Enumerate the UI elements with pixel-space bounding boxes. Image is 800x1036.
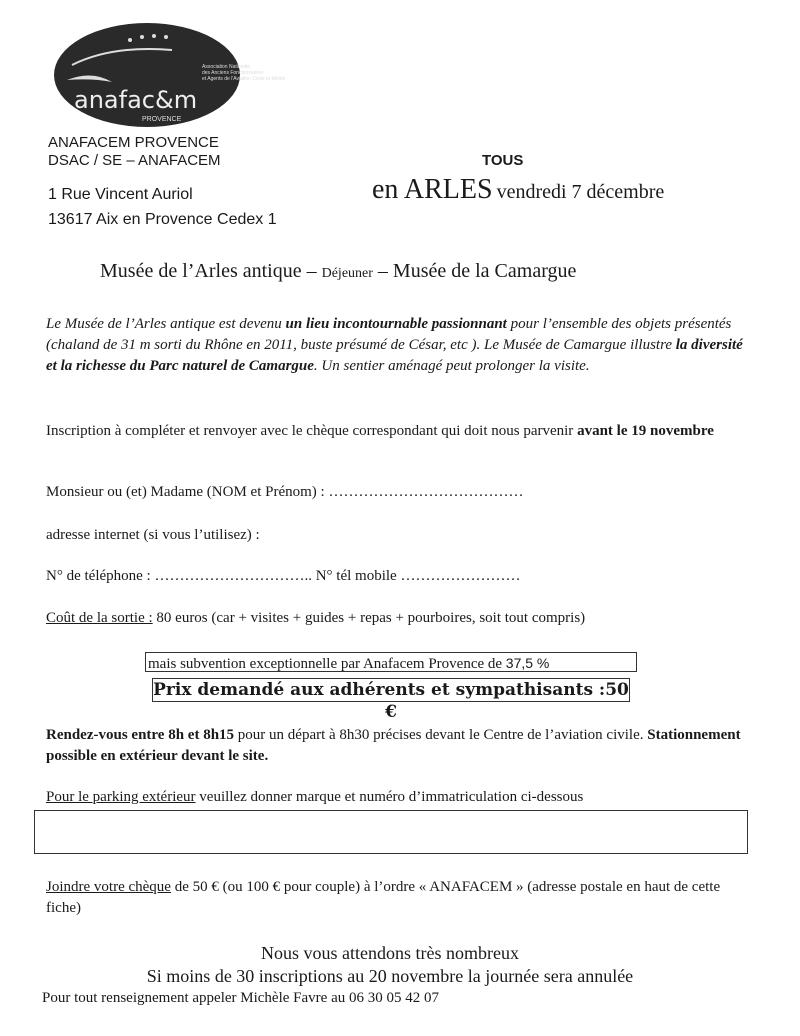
org-address-city: 13617 Aix en Provence Cedex 1 (48, 211, 277, 228)
cancellation-notice: Si moins de 30 inscriptions au 20 novembre la journée sera annulée (146, 966, 634, 986)
subtitle-part-1: Musée de l’Arles antique – (100, 260, 322, 282)
parking-label: Pour le parking extérieur (46, 789, 196, 805)
inscription-paragraph (46, 421, 751, 442)
event-date: vendredi 7 décembre (496, 181, 665, 203)
intro-bold-1: un lieu incontournable passionnant (285, 316, 507, 332)
logo-tagline-2: des Anciens Fonctionnaires (202, 70, 264, 76)
mobile-field-label: N° tél mobile (315, 568, 401, 584)
parking-note: Stationnement possible en extérieur devant le site. (46, 727, 741, 764)
logo-region: PROVENCE (142, 116, 182, 123)
subsidy-text: mais subvention exceptionnelle par Anafacem Provence de (148, 656, 506, 672)
org-address-street: 1 Rue Vincent Auriol (48, 186, 193, 203)
intro-text-2: pour l’ensemble des objets présentés (chaland de 31 m sorti du Rhône en 2011, buste présumé de César, etc ). Le Musée de Camargue illustre (46, 316, 732, 353)
logo-wordmark: anafac&m (74, 86, 198, 114)
phone-fields[interactable] (46, 568, 520, 585)
subtitle-part-3: – Musée de la Camargue (372, 260, 577, 282)
email-field-label: adresse internet (si vous l’utilisez) : (46, 527, 260, 543)
meeting-paragraph (46, 725, 746, 767)
org-name: ANAFACEM PROVENCE (48, 134, 219, 151)
audience-label: TOUS (482, 152, 524, 169)
anafacem-logo (52, 20, 286, 130)
intro-text-1: Le Musée de l’Arles antique est devenu (46, 316, 286, 332)
email-field[interactable] (46, 527, 260, 544)
intro-bold-2: la diversité et la richesse du Parc naturel de Camargue (46, 337, 743, 374)
parking-info-input[interactable] (34, 810, 748, 854)
cost-text: 80 euros (car + visites + guides + repas + pourboires, soit tout compris) (152, 610, 586, 626)
cost-label: Coût de la sortie : (46, 610, 153, 626)
cheque-label: Joindre votre chèque (46, 879, 171, 895)
inscription-text: Inscription à compléter et renvoyer avec le chèque correspondant qui doit nous parvenir (46, 423, 578, 439)
intro-text-3: . Un sentier aménagé peut prolonger la visite. (313, 358, 590, 374)
cost-line (46, 610, 585, 627)
subsidy-percent: 37,5 % (505, 655, 550, 671)
cheque-text: de 50 € (ou 100 € pour couple) à l’ordre « ANAFACEM » (adresse postale en haut de cette fiche) (46, 879, 721, 916)
event-heading (372, 174, 664, 206)
inscription-deadline: avant le 19 novembre (577, 423, 714, 439)
contact-line: Pour tout renseignement appeler Michèle Favre au 06 30 05 42 07 (42, 990, 439, 1006)
price-box: Prix demandé aux adhérents et sympathisants :50 € (153, 680, 629, 722)
org-department: DSAC / SE – ANAFACEM (48, 152, 221, 169)
logo-tagline-1: Association Nationale (202, 64, 251, 70)
mobile-field-dots: …………………… (400, 568, 521, 584)
cheque-paragraph (46, 877, 726, 919)
closing-invitation: Nous vous attendons très nombreux (261, 943, 519, 963)
intro-paragraph (46, 314, 746, 377)
parking-text: veuillez donner marque et numéro d’immatriculation ci-dessous (195, 789, 584, 805)
meeting-time: Rendez-vous entre 8h et 8h15 (46, 727, 235, 743)
logo-tagline-3: et Agents de l'Aviation Civile et Météo (202, 76, 286, 82)
event-location: en ARLES (372, 174, 493, 205)
parking-line (46, 789, 583, 806)
subsidy-box (145, 652, 637, 672)
program-subtitle (100, 260, 576, 283)
meeting-text: pour un départ à 8h30 précises devant le Centre de l’aviation civile. (234, 727, 648, 743)
name-field-dots: ………………………………… (328, 484, 524, 500)
phone-field-dots: ………………………….. (154, 568, 316, 584)
phone-field-label: N° de téléphone : (46, 568, 155, 584)
name-field-label: Monsieur ou (et) Madame (NOM et Prénom) : (46, 484, 329, 500)
name-field[interactable] (46, 484, 523, 501)
subtitle-part-2: Déjeuner (321, 266, 373, 281)
